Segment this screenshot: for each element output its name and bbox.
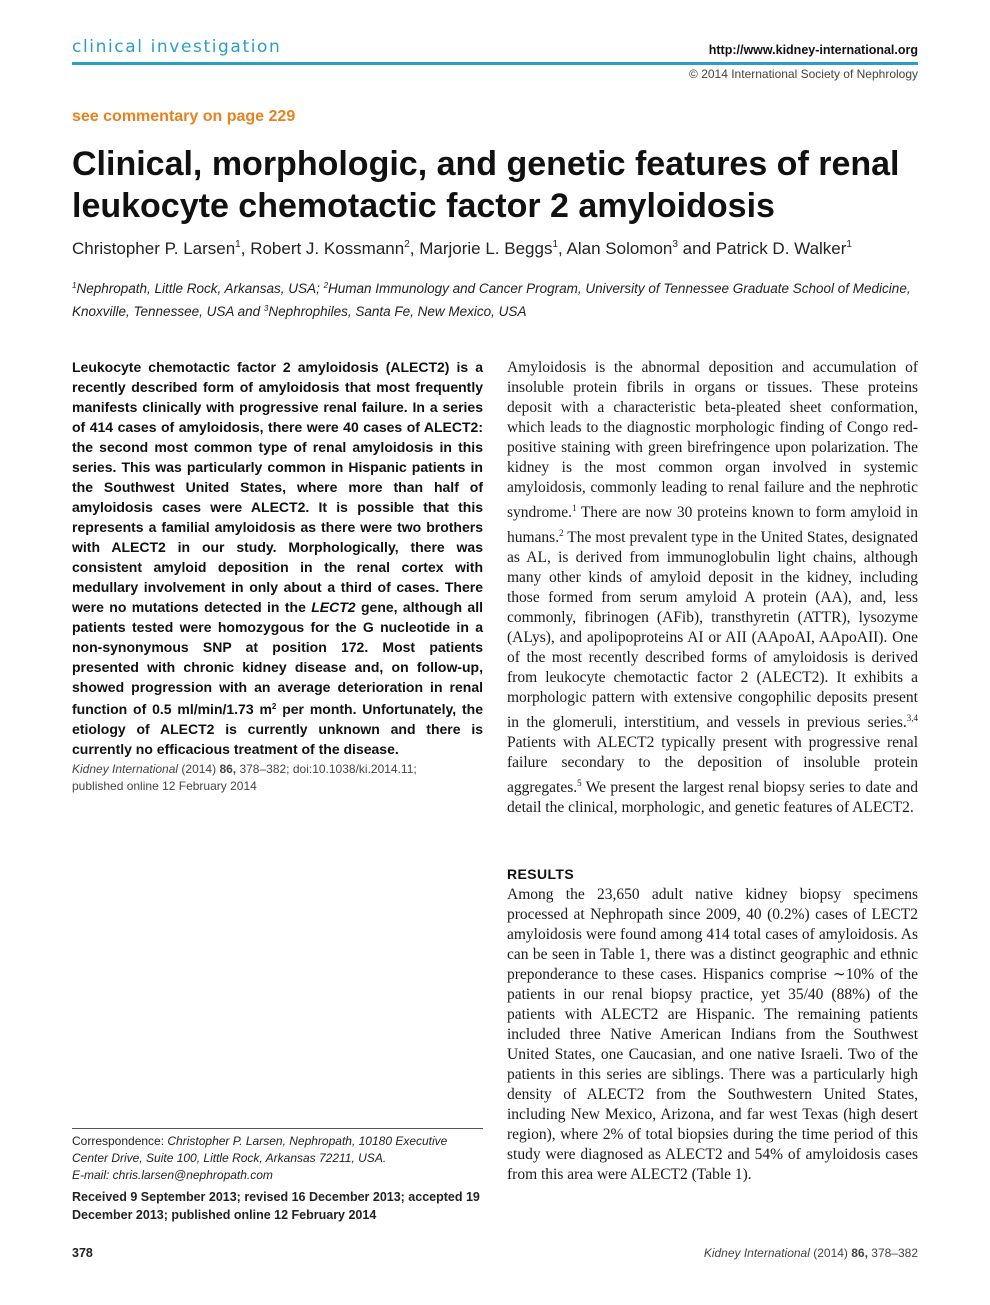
abstract-text: gene, although all patients tested were homozygous for the G nucleotide in a non-synonymous SNP at position 172. Most patients presented with chronic kidney disease and, on follow-up, showed progression with an average deterioration in renal function of 0.5 ml/min/1.73 m (72, 599, 483, 717)
citation-volume: 86, (219, 762, 237, 776)
commentary-link[interactable]: see commentary on page 229 (72, 108, 296, 125)
correspondence-rule (72, 1128, 483, 1129)
author-name: Robert J. Kossmann (250, 239, 405, 258)
intro-text: The most prevalent type in the United States, designated as AL, is derived from immunoglobulin light chains, although many other kinds of amyloid deposit in the kidney, including those formed from serum amyloid A protein (AA), and, less commonly, fibrinogen (AFib), transthyretin (ATTR), lysozyme (ALys), and apolipoproteins AI or AII (AApoAI, AApoAII). One of the most recently described forms of amyloidosis is derived from leukocyte chemotactic factor 2 (ALECT2). It exhibits a morphologic pattern with extensive congophilic deposits present in the glomeruli, interstitium, and vessels in previous series. (507, 529, 918, 731)
page-number: 378 (72, 1246, 93, 1260)
author-affiliation-marker: 1 (235, 239, 241, 250)
author-separator: , (240, 239, 251, 258)
footer-citation (704, 1246, 918, 1260)
reference-marker: 5 (577, 778, 582, 788)
affiliations (72, 276, 918, 322)
author-name: Alan Solomon (566, 239, 673, 258)
correspondence-email: E-mail: chris.larsen@nephropath.com (72, 1168, 273, 1182)
footer-volume: 86, (851, 1246, 868, 1260)
copyright-notice: © 2014 International Society of Nephrology (689, 67, 918, 81)
abstract (72, 357, 483, 759)
results-heading: RESULTS (507, 866, 575, 882)
reference-marker: 2 (559, 528, 564, 538)
author-affiliation-marker: 3 (672, 239, 678, 250)
intro-text: Amyloidosis is the abnormal deposition and accumulation of insoluble protein fibrils in organs or tissues. These proteins deposit with a characteristic beta-pleated sheet conformation, which leads to the diagnostic morphologic finding of Congo red-positive staining with green birefringence upon polarization. The kidney is the most common organ involved in systemic amyloidosis, commonly leading to renal failure and the nephrotic syndrome. (507, 359, 918, 521)
abstract-text: per month. Unfortunately, the etiology of ALECT2 is currently unknown and there is currently no efficacious treatment of the disease. (72, 701, 483, 757)
received-dates: Received 9 September 2013; revised 16 December 2013; accepted 19 December 2013; published online 12 February 2014 (72, 1190, 480, 1222)
intro-text: We present the largest renal biopsy series to date and detail the clinical, morphologic, and genetic features of ALECT2. (507, 779, 918, 816)
gene-name: LECT2 (311, 599, 356, 615)
introduction (507, 358, 918, 818)
section-label: clinical investigation (72, 37, 282, 57)
author-name: Christopher P. Larsen (72, 239, 236, 258)
correspondence (72, 1133, 483, 1184)
citation-published: published online 12 February 2014 (72, 779, 257, 793)
journal-url-link[interactable]: http://www.kidney-international.org (708, 43, 918, 57)
author-separator: , (558, 239, 567, 258)
correspondence-address: Christopher P. Larsen, Nephropath, 10180 Executive Center Drive, Suite 100, Little Rock, Arkansas 72211, USA. (72, 1134, 448, 1165)
author-name: Patrick D. Walker (715, 239, 847, 258)
author-list (72, 239, 932, 259)
superscript: 2 (271, 702, 277, 711)
footer-pages: 378–382 (867, 1246, 918, 1260)
affiliation-text: Human Immunology and Cancer Program, University of Tennessee Graduate School of Medicine, Knoxville, Tennessee, USA and (72, 281, 911, 319)
affiliation-number: 1 (72, 281, 77, 290)
affiliation-number: 2 (323, 281, 329, 290)
footer-year: (2014) (809, 1246, 852, 1260)
footer-journal-name: Kidney International (703, 1246, 810, 1260)
author-separator: and (677, 239, 716, 258)
citation-year: (2014) (178, 762, 220, 776)
intro-text: Patients with ALECT2 typically present with progressive renal failure secondary to the deposition of insoluble protein aggregates. (507, 734, 918, 796)
author-affiliation-marker: 2 (404, 239, 410, 250)
intro-text: There are now 30 proteins known to form amyloid in humans. (507, 504, 918, 546)
correspondence-label: Correspondence: (72, 1134, 168, 1148)
author-separator: , (409, 239, 420, 258)
header-rule (72, 62, 918, 65)
reference-marker: 3,4 (906, 713, 918, 723)
author-affiliation-marker: 1 (846, 239, 852, 250)
affiliation-text: Nephropath, Little Rock, Arkansas, USA; (76, 281, 324, 296)
citation-journal: Kidney International (72, 762, 179, 776)
affiliation-number: 3 (263, 304, 269, 313)
author-affiliation-marker: 1 (552, 239, 559, 250)
reference-marker: 1 (572, 503, 577, 513)
abstract-text: Leukocyte chemotactic factor 2 amyloidosis (ALECT2) is a recently described form of amyloidosis that most frequently manifests clinically with progressive renal failure. In a series of 414 cases of amyloidosis, there were 40 cases of ALECT2: the second most common type of renal amyloidosis in this series. This was particularly common in Hispanic patients in the Southwest United States, where more than half of amyloidosis cases were ALECT2. It is possible that this represents a familial amyloidosis as there were two brothers with ALECT2 in our study. Morphologically, there was consistent amyloid deposition in the renal cortex with medullary involvement in only about a third of cases. There were no mutations detected in the (72, 359, 483, 615)
affiliation-text: Nephrophiles, Santa Fe, New Mexico, USA (268, 304, 527, 319)
results-text: Among the 23,650 adult native kidney biopsy specimens processed at Nephropath since 2009, 40 (0.2%) cases of LECT2 amyloidosis were found among 414 total cases of amyloidosis. As can be seen in Table 1, there was a distinct geographic and ethnic preponderance to these cases. Hispanics comprise ∼10% of the patients in our renal biopsy practice, yet 35/40 (88%) of the patients with ALECT2 are Hispanic. The remaining patients included three Native American Indians from the Southwest United States, one Caucasian, and one native Israeli. Two of the patients in this series are siblings. There was a particularly high density of ALECT2 from the Southwestern United States, including New Mexico, Arizona, and far west Texas (high desert region), where 2% of total biopsies during the time period of this study were diagnosed as ALECT2 and 54% of amyloidosis cases from this area were ALECT2 (Table 1). (507, 886, 918, 1183)
article-title: Clinical, morphologic, and genetic features of renal leukocyte chemotactic factor 2 amyloidosis (72, 145, 900, 225)
citation-doi: 378–382; doi:10.1038/ki.2014.11; (236, 762, 417, 776)
author-name: Marjorie L. Beggs (419, 239, 553, 258)
citation (72, 761, 483, 795)
